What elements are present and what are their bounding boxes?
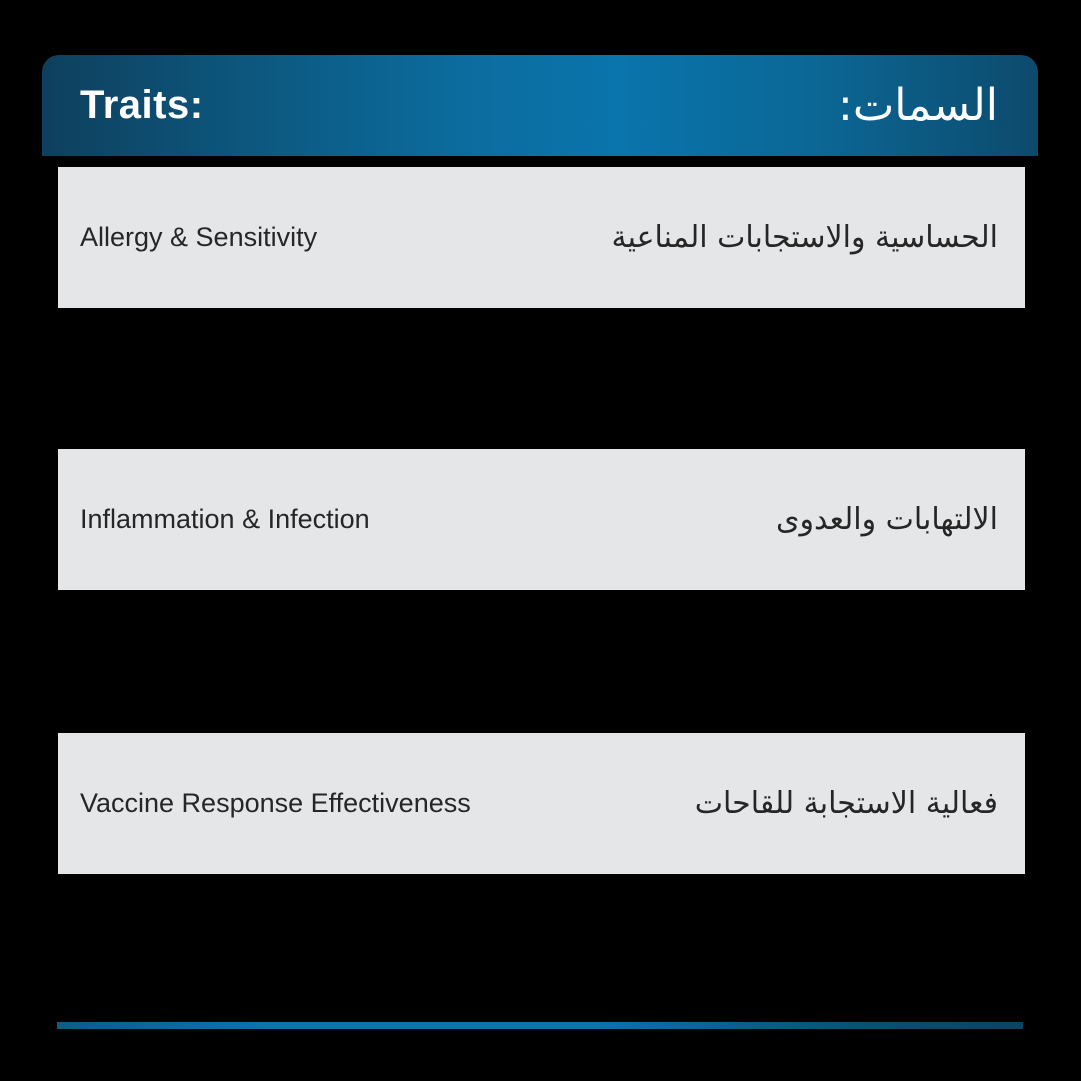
trait-row-allergy-sensitivity — [58, 167, 1025, 308]
header-title-arabic: السمات: — [838, 80, 998, 131]
trait-label-english: Inflammation & Infection — [80, 504, 370, 534]
trait-label-arabic: الالتهابات والعدوى — [775, 502, 998, 537]
header-title-english: Traits: — [80, 83, 204, 127]
bottom-divider-rule — [57, 1022, 1023, 1029]
trait-label-english: Allergy & Sensitivity — [80, 222, 318, 252]
trait-row-vaccine-response — [58, 733, 1025, 874]
trait-label-arabic: الحساسية والاستجابات المناعية — [611, 220, 998, 255]
trait-label-english: Vaccine Response Effectiveness — [80, 788, 471, 818]
trait-row-inflammation-infection — [58, 449, 1025, 590]
trait-label-arabic: فعالية الاستجابة للقاحات — [694, 786, 998, 821]
traits-header-bar — [42, 55, 1038, 156]
